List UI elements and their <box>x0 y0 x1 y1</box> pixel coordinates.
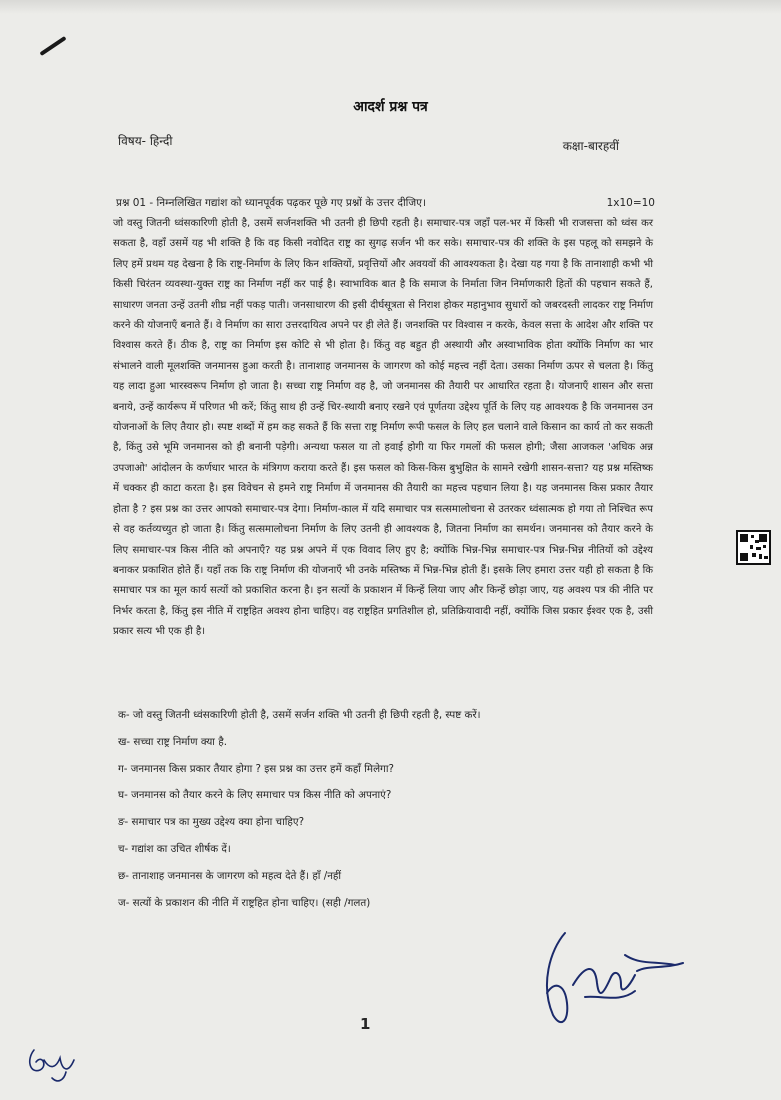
question-instruction: प्रश्न 01 - निम्नलिखित गद्यांश को ध्यानपूर्वक पढ़कर पूछे गए प्रश्नों के उत्तर दीजिए। <box>116 197 426 209</box>
sub-question-nga: ङ- समाचार पत्र का मुख्य उद्देश्य क्या होना चाहिए? <box>118 816 305 829</box>
pen-mark <box>39 36 66 56</box>
scan-top-edge <box>0 0 781 14</box>
sub-question-gha: घ- जनमानस को तैयार करने के लिए समाचार पत्र किस नीति को अपनाएं? <box>118 789 392 802</box>
sub-question-chha: छ- तानाशाह जनमानस के जागरण को महत्व देते हैं। हाँ /नहीं <box>118 869 342 882</box>
subject-label: विषय- हिन्दी <box>118 134 173 148</box>
initials-signature <box>22 1040 82 1090</box>
passage-text: जो वस्तु जितनी ध्वंसकारिणी होती है, उसमें सर्जनशक्ति भी उतनी ही छिपी रहती है। समाचार-पत्र जहाँ पल-भर में किसी भी राजसत्ता को ध्वंस कर सकता है, वहाँ उसमें यह भी शक्ति है कि वह किसी नवोदित राष्ट्र का सुगढ़ सर्जन भी कर सके। समाचार-पत्र की शक्ति के इस पहलू को समझने के लिए हमें प्रथम यह देखना है कि राष्ट्र-निर्माण के लिए किन शक्तियों, प्रवृत्तियों और अवयवों की आवश्यकता है। देखा यह गया है कि तानाशाही कभी भी किसी चिरंतन व्यवस्था-युक्त राष्ट्र का निर्माण नहीं कर पाई है। स्वाभाविक बात है कि समाज के निर्माता जिन निर्माणकारी हितों की पहचान सकते हैं, साधारण जनता उन्हें उतनी शीघ्र नहीं पकड़ पाती। जनसाधारण की इसी दीर्घसूत्रता से निराश होकर महानुभाव सुधारों को जबरदस्ती लादकर राष्ट्र निर्माण करने की योजनाएँ बनाते हैं। वे निर्माण का सारा उत्तरदायित्व अपने पर ही लेते हैं। जनशक्ति पर विश्वास न करके, केवल सत्ता के आदेश और शक्ति पर विश्वास करते हैं। ठीक है, राष्ट्र का निर्माण इस कोटि से भी होता है। किंतु वह बहुत ही अस्थायी और अस्वाभाविक होता क्योंकि निर्माण का भार संभालने वाली मूलशक्ति जनमानस हुआ करती है। तानाशाह जनमानस के जागरण को कोई महत्त्व नहीं देता। उसका निर्माण ऊपर से चलता है। किंतु यह लादा हुआ भारस्वरूप निर्माण हो जाता है। सच्चा राष्ट्र निर्माण वह है, जो जनमानस की तैयारी पर आधारित रहता है। योजनाएँ शासन और सत्ता बनाये, उन्हें कार्यरूप में परिणत भी करें; किंतु साथ ही उन्हें चिर-स्थायी बनाए रखने एवं पूर्णतया उद्देश्य पूर्ति के लिए यह आवश्यक है कि जनमानस उन योजनाओं के लिए तैयार हो। स्पष्ट शब्दों में हम कह सकते हैं कि सत्ता राष्ट्र निर्माण रूपी फसल के लिए हल चलाने वाले किसान का कार्य तो कर सकती है, किंतु उसे भूमि जनमानस को ही बनानी पड़ेगी। अन्यथा फसल या तो हवाई होगी या फिर गमलों की फसल होगी; जैसा आजकल 'अधिक अन्न उपजाओ' आंदोलन के कर्णधार भारत के मंत्रिगण कराया करते हैं। इस फसल को किस-किस बुभुक्षित के सामने रखेगी शासन-सत्ता? यह प्रश्न मस्तिष्क में चक्कर ही काटा करता है। इस विवेचन से हमने राष्ट्र निर्माण में जनमानस की तैयारी का महत्त्व पहचान लिया है। यह जनमानस किस प्रकार तैयार होता है ? इस प्रश्न का उत्तर आपको समाचार-पत्र देगा। निर्माण-काल में यदि समाचार पत्र सत्समालोचना से उतरकर ध्वंसात्मक हो गया तो निश्चित रूप से वह कर्तव्यच्युत हो जाता है। किंतु सत्समालोचना निर्माण के लिए उतनी ही आवश्यक है, जितना निर्माण का समर्थन। जनमानस को तैयार करने के लिए समाचार-पत्र किस नीति को अपनाएँ? यह प्रश्न अपने में एक विवाद लिए हुए है; क्योंकि भिन्न-भिन्न समाचार-पत्र भिन्न-भिन्न नीतियों को उद्देश्य बनाकर प्रकाशित होते हैं। यहाँ तक कि राष्ट्र निर्माण की योजनाएँ भी उनके मस्तिष्क में भिन्न-भिन्न होती हैं। इसके लिए हमारा उत्तर यही हो सकता है कि समाचार पत्र का मूल कार्य सत्यों को प्रकाशित करना है। इन सत्यों के प्रकाशन में किन्हें लिया जाए और किन्हें छोड़ा जाए, यह अवश्य पत्र की नीति पर निर्भर करता है, किंतु इस नीति में राष्ट्रहित अवश्य होना चाहिए। वह राष्ट्रहित प्रगतिशील हो, प्रतिक्रियावादी नहीं, क्योंकि जिस प्रकार ईश्वर एक है, उसी प्रकार सत्य भी एक ही है। <box>113 218 653 638</box>
sub-question-kha: ख- सच्चा राष्ट्र निर्माण क्या है. <box>118 735 227 748</box>
sub-question-ja: ज- सत्यों के प्रकाशन की नीति में राष्ट्रहित होना चाहिए। (सही /गलत) <box>118 896 371 909</box>
page-number: 1 <box>360 1015 371 1033</box>
qr-code <box>736 530 771 565</box>
marks-label: 1x10=10 <box>606 197 655 209</box>
sub-question-cha: च- गद्यांश का उचित शीर्षक दें। <box>118 842 231 855</box>
sub-question-list <box>118 708 678 922</box>
class-label: कक्षा-बारहवीं <box>562 139 619 153</box>
sub-question-ga: ग- जनमानस किस प्रकार तैयार होगा ? इस प्रश्न का उत्तर हमें कहाँ मिलेगा? <box>118 762 394 775</box>
page-title: आदर्श प्रश्न पत्र <box>353 99 428 115</box>
teacher-signature <box>525 925 695 1035</box>
sub-question-ka: क- जो वस्तु जितनी ध्वंसकारिणी होती है, उसमें सर्जन शक्ति भी उतनी ही छिपी रहती है, स्पष्ट करें। <box>118 709 481 721</box>
